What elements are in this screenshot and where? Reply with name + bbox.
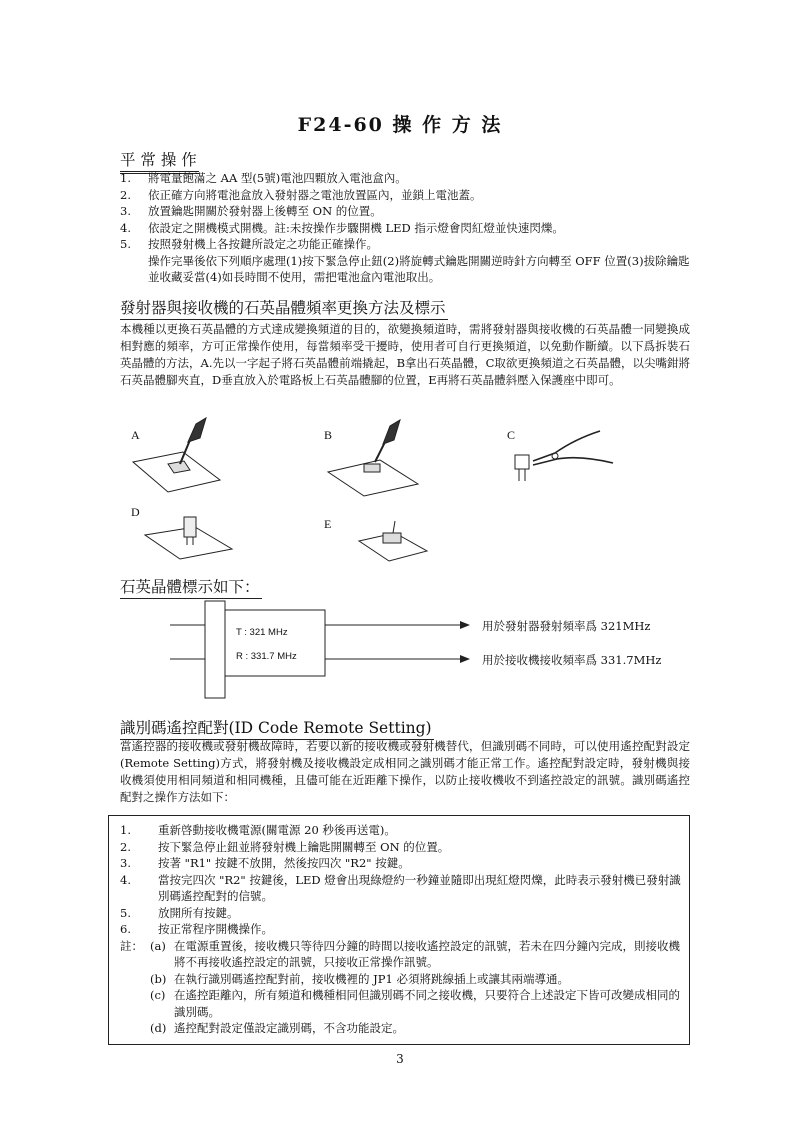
- crystal-pliers-illustration-c: [505, 425, 625, 495]
- crystal-press-illustration-e: [355, 515, 435, 565]
- id-code-procedure: [120, 822, 685, 1037]
- page-title: F24-60 操 作 方 法: [297, 114, 503, 136]
- tx-frequency-description: 用於發射器發射頻率爲 321MHz: [482, 619, 651, 633]
- id-code-paragraph: 當遙控器的接收機或發射機故障時，若要以新的接收機或發射機替代，但識別碼不同時，可以使用遙控配對設定(Remote Setting)方式，將發射機及接收機設定成相同之識別碼才能正常工作。遙控配對設定時，發射機與接收機須使用相同頻道和相同機種，且儘可能在近距離下操作，以防止接收機收不到遙控設定的訊號。識別碼遙控配對之操作方法如下：: [120, 739, 690, 804]
- figure-label-b: B: [324, 428, 333, 442]
- rx-frequency-description: 用於接收機接收頻率爲 331.7MHz: [482, 653, 662, 667]
- list-item: 3. 放置鑰匙開關於發射器上後轉至 ON 的位置。: [120, 204, 382, 218]
- figure-label-d: D: [131, 505, 140, 519]
- shutdown-instructions: 操作完畢後依下列順序處理(1)按下緊急停止鈕(2)將旋轉式鑰匙開關逆時針方向轉至 OFF 位置(3)拔除鑰匙並收藏妥當(4)如長時間不使用，需把電池盒內電池取出。: [148, 253, 690, 284]
- crystal-replacement-paragraph: 本機種以更換石英晶體的方式達成變換頻道的目的，欲變換頻道時，需將發射器與接收機的石英晶體一同變換成相對應的頻率，方可正常操作使用，每當頻率受干擾時，使用者可自行更換頻道，以免動作斷續。以下爲拆裝石英晶體的方法，A.先以一字起子將石英晶體前端撬起，B拿出石英晶體，C取欲更換頻道之石英晶體，以尖嘴鉗將石英晶體腳夾直，D垂直放入於電路板上石英晶體腳的位置，E再將石英晶體斜壓入保護座中即可。: [120, 322, 690, 387]
- list-item: 4. 當按完四次 "R2" 按鍵後，LED 燈會出現綠燈約一秒鐘並隨即出現紅燈閃爍，此時表示發射機已發射識別碼遙控配對的信號。: [120, 872, 681, 903]
- figure-label-c: C: [507, 428, 516, 442]
- note-item: (c) 在遙控距離內，所有頻道和機種相同但識別碼不同之接收機，只要符合上述設定下皆可改變成相同的識別碼。: [150, 988, 680, 1019]
- list-item: 1. 重新啓動接收機電源(關電源 20 秒後再送電)。: [120, 823, 396, 837]
- list-item: 5. 放開所有按鍵。: [120, 905, 239, 920]
- list-item: 1. 將電量飽滿之 AA 型(5號)電池四顆放入電池盒內。: [120, 171, 407, 185]
- note-item: (b) 在執行識別碼遙控配對前，接收機裡的 JP1 必須將跳線插上或讓其兩端導通。: [150, 971, 569, 986]
- figure-label-a: A: [131, 428, 140, 442]
- crystal-rx-label: R : 331.7 MHz: [236, 651, 297, 662]
- note-item: 註： (a) 在電源重置後，接收機只等待四分鐘的時間以接收遙控設定的訊號，若未在四分鐘內完成，則接收機將不再接收遙控設定的訊號，只接收正常操作訊號。: [120, 938, 680, 969]
- section-heading-crystal-marking: 石英晶體標示如下：: [120, 575, 262, 599]
- section-heading-crystal-replacement: 發射器與接收機的石英晶體頻率更換方法及標示: [120, 296, 448, 320]
- crystal-removal-illustration-a: [128, 412, 228, 497]
- section-heading-id-code-setting: 識別碼遙控配對(ID Code Remote Setting): [120, 716, 434, 740]
- list-item: 3. 按著 "R1" 按鍵不放開，然後按四次 "R2" 按鍵。: [120, 856, 410, 870]
- normal-operation-list: [120, 170, 690, 286]
- list-item: 2. 按下緊急停止鈕並將發射機上鑰匙開關轉至 ON 的位置。: [120, 839, 450, 854]
- crystal-tx-label: T : 321 MHz: [236, 627, 288, 638]
- list-item: 5. 按照發射機上各按鍵所設定之功能正確操作。: [120, 237, 378, 251]
- crystal-insert-illustration-d: [140, 505, 240, 565]
- crystal-marking-diagram: [165, 598, 485, 703]
- note-item: (d) 遙控配對設定僅設定識別碼，不含功能設定。: [150, 1021, 404, 1035]
- page-number: 3: [396, 1052, 404, 1066]
- list-item: 4. 依設定之開機模式開機。註:未按操作步驟開機 LED 指示燈會閃紅燈並快速閃爍。: [120, 220, 564, 235]
- crystal-removal-illustration-b: [320, 412, 430, 497]
- list-item: 2. 依正確方向將電池盒放入發射器之電池放置區內，並鎖上電池蓋。: [120, 187, 482, 202]
- list-item: 6. 按正常程序開機操作。: [120, 922, 273, 936]
- figure-label-e: E: [324, 517, 332, 531]
- section-heading-normal-operation: 平 常 操 作: [120, 148, 199, 174]
